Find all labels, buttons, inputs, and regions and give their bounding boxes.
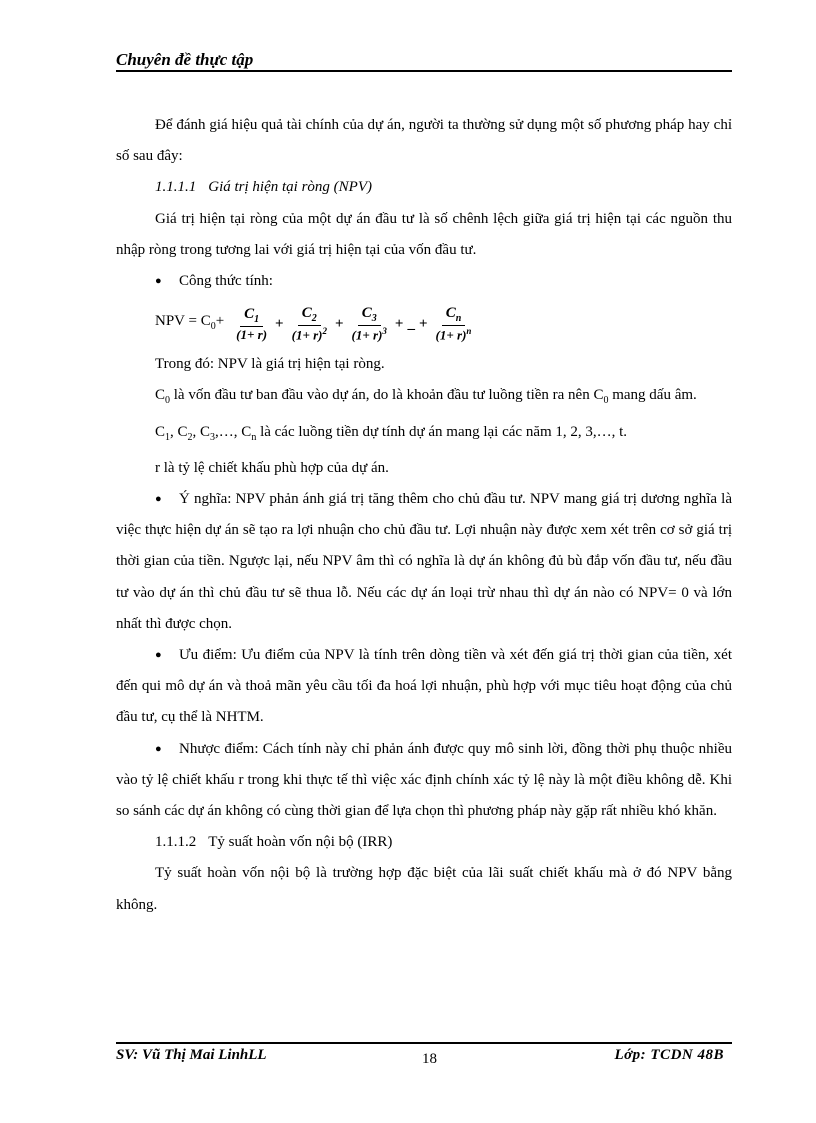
formula-term-1: $\frac{C_1}{(1+ r)}$ <box>236 305 268 343</box>
section-heading-npv <box>116 172 732 203</box>
bullet-icon: ● <box>155 649 162 662</box>
r-line: r là tỷ lệ chiết khấu phù hợp của dự án. <box>155 459 389 476</box>
section-number-irr: 1.1.1.2 <box>155 834 197 851</box>
formula-term-3: $\frac{C_3}{(1+ r)^3}$ <box>351 304 387 343</box>
advantage-item <box>116 640 732 734</box>
formula-plus: + <box>418 316 428 333</box>
section-number-npv: 1.1.1.1 <box>155 179 197 196</box>
cn-line: $C_1$, $C_2$, $C_3,\dots$, $C_n$ là các luồng tiền dự tính dự án mang lại các năm 1, 2, 3,…, t. <box>155 423 628 443</box>
header-title: Chuyên đề thực tập <box>116 50 254 69</box>
formula-lhs: NPV = $C_0+$ <box>155 313 225 333</box>
section-heading-irr <box>116 827 732 858</box>
formula-label: Công thức tính: <box>179 273 273 290</box>
disadvantage-item <box>116 734 732 828</box>
section-title-irr: Tỷ suất hoàn vốn nội bộ (IRR) <box>208 834 393 851</box>
formula-plus: + <box>334 316 344 333</box>
advantage-text: Ưu điểm: Ưu điểm của NPV là tính trên dòng tiền và xét đến giá trị thời gian của tiền, xét đến qui mô dự án và thoả mãn yêu cầu tối đa hoá lợi nhuận, phù hợp với mục tiêu hoạt động của chủ đầu tư, cụ thể là NHTM. <box>116 647 732 726</box>
intro-paragraph: Để đánh giá hiệu quả tài chính của dự án, người ta thường sử dụng một số phương pháp hay chỉ số sau đây: <box>116 117 732 165</box>
section-title-npv: Giá trị hiện tại ròng (NPV) <box>208 179 372 196</box>
npv-definition: Giá trị hiện tại ròng của một dự án đầu tư là số chênh lệch giữa giá trị hiện tại các nguồn thu nhập ròng trong tương lai với giá trị hiện tại của vốn đầu tư. <box>116 210 732 258</box>
npv-formula <box>116 299 732 349</box>
footer-class: Lớp: TCDN 48B <box>614 1047 724 1063</box>
formula-label-item <box>116 266 732 297</box>
footer-rule <box>116 1042 732 1044</box>
formula-term-2: $\frac{C_2}{(1+ r)^2}$ <box>291 304 327 343</box>
body-text <box>116 110 732 921</box>
header-rule <box>116 70 732 72</box>
irr-definition: Tỷ suất hoàn vốn nội bộ là trường hợp đặc biệt của lãi suất chiết khấu mà ở đó NPV bằng không. <box>116 865 732 913</box>
footer-student: SV: Vũ Thị Mai LinhLL <box>116 1047 267 1063</box>
bullet-icon: ● <box>155 493 162 506</box>
meaning-item <box>116 484 732 640</box>
meaning-text: Ý nghĩa: NPV phản ánh giá trị tăng thêm cho chủ đầu tư. NPV mang giá trị dương nghĩa là việc thực hiện dự án sẽ tạo ra lợi nhuận cho chủ đầu tư. Lợi nhuận này được xem xét trên cơ sở giá trị thời gian của tiền. Ngược lại, nếu NPV âm thì có nghĩa là dự án không đủ bù đắp vốn đầu tư, nếu đầu tư vào dự án thì chủ đầu tư sẽ thua lỗ. Nếu các dự án loại trừ nhau thì dự án nào có NPV= 0 và lớn nhất thì được chọn. <box>116 491 732 632</box>
disadvantage-text: Nhược điểm: Cách tính này chỉ phản ánh được quy mô sinh lời, đồng thời phụ thuộc nhiều vào tỷ lệ chiết khấu r trong khi thực tế thì việc xác định chính xác tỷ lệ này là một điều không dễ. Khi so sánh các dự án không có cùng thời gian để lựa chọn thì phương pháp này gặp rất nhiều khó khăn. <box>116 740 732 820</box>
c0-line: $C_0$ là vốn đầu tư ban đầu vào dự án, do là khoản đầu tư luồng tiền ra nên $C_0$ mang dấu âm. <box>155 387 697 407</box>
where-line: Trong đó: NPV là giá trị hiện tại ròng. <box>155 356 385 373</box>
formula-plus: + <box>394 316 404 333</box>
page-number: 18 <box>422 1051 437 1067</box>
formula-ellipsis: _ <box>407 316 415 333</box>
bullet-icon: ● <box>155 742 162 755</box>
bullet-icon: ● <box>155 275 162 288</box>
formula-term-n: $\frac{C_n}{(1+ r)^n}$ <box>435 304 472 343</box>
formula-plus: + <box>275 316 284 333</box>
